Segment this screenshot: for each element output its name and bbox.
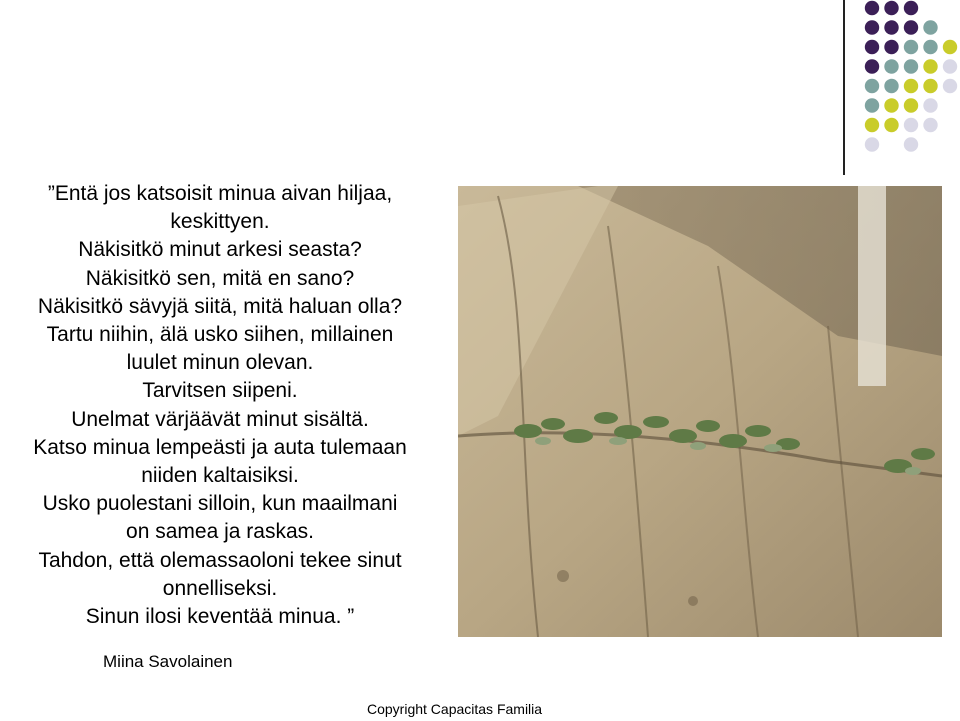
decorative-dot bbox=[884, 1, 898, 15]
decorative-dot bbox=[943, 79, 957, 93]
decorative-dot bbox=[865, 79, 879, 93]
poem-line: Näkisitkö sen, mitä en sano? bbox=[85, 266, 355, 290]
author-name: Miina Savolainen bbox=[103, 652, 233, 671]
decorative-dot bbox=[923, 20, 937, 34]
decorative-dot bbox=[884, 79, 898, 93]
poem-line: Näkisitkö minut arkesi seasta? bbox=[78, 238, 362, 262]
decorative-dot bbox=[943, 40, 957, 54]
stone-wall-photo bbox=[458, 186, 942, 637]
poem-line: Tarvitsen siipeni. bbox=[142, 379, 298, 403]
decorative-dot bbox=[884, 20, 898, 34]
decorative-dot bbox=[904, 137, 918, 151]
poem-line: on samea ja raskas. bbox=[126, 520, 314, 544]
decorative-dot bbox=[904, 79, 918, 93]
poem-line: Näkisitkö sävyjä siitä, mitä haluan olla? bbox=[37, 294, 403, 318]
decorative-dot bbox=[923, 40, 937, 54]
decorative-dot bbox=[865, 59, 879, 73]
poem-line: onnelliseksi. bbox=[162, 576, 278, 600]
poem-line: Sinun ilosi keventää minua. ” bbox=[85, 605, 355, 629]
poem-line: ”Entä jos katsoisit minua aivan hiljaa, bbox=[47, 182, 393, 205]
decorative-dot bbox=[884, 59, 898, 73]
poem-line: keskittyen. bbox=[170, 210, 270, 234]
decorative-dot bbox=[923, 79, 937, 93]
poem-line: niiden kaltaisiksi. bbox=[141, 464, 299, 488]
decorative-divider bbox=[843, 0, 845, 175]
poem-line: Unelmat värjäävät minut sisältä. bbox=[71, 407, 369, 431]
decorative-dot bbox=[865, 98, 879, 112]
decorative-dot bbox=[884, 118, 898, 132]
decorative-dot bbox=[943, 59, 957, 73]
decorative-dot bbox=[865, 40, 879, 54]
decorative-dot bbox=[904, 98, 918, 112]
decorative-dot bbox=[865, 1, 879, 15]
decorative-dot bbox=[884, 98, 898, 112]
decorative-dot bbox=[904, 59, 918, 73]
copyright-notice: Copyright Capacitas Familia bbox=[367, 701, 543, 717]
poem-line: Katso minua lempeästi ja auta tulemaan bbox=[33, 435, 407, 459]
poem-line: Tahdon, että olemassaoloni tekee sinut bbox=[38, 548, 402, 572]
decorative-dot bbox=[865, 118, 879, 132]
decorative-dot bbox=[923, 118, 937, 132]
decorative-dot bbox=[904, 20, 918, 34]
decorative-dot bbox=[865, 20, 879, 34]
poem-text bbox=[0, 180, 440, 631]
decorative-dot bbox=[865, 137, 879, 151]
decorative-dot bbox=[904, 40, 918, 54]
decorative-dot bbox=[904, 1, 918, 15]
decorative-dot-grid bbox=[858, 0, 960, 160]
decorative-dot bbox=[884, 40, 898, 54]
poem-line: luulet minun olevan. bbox=[126, 351, 314, 375]
decorative-dot bbox=[923, 98, 937, 112]
poem-line: Tartu niihin, älä usko siihen, millainen bbox=[46, 323, 394, 347]
decorative-dot bbox=[904, 118, 918, 132]
poem-line: Usko puolestani silloin, kun maailmani bbox=[42, 492, 398, 516]
decorative-dot bbox=[923, 59, 937, 73]
